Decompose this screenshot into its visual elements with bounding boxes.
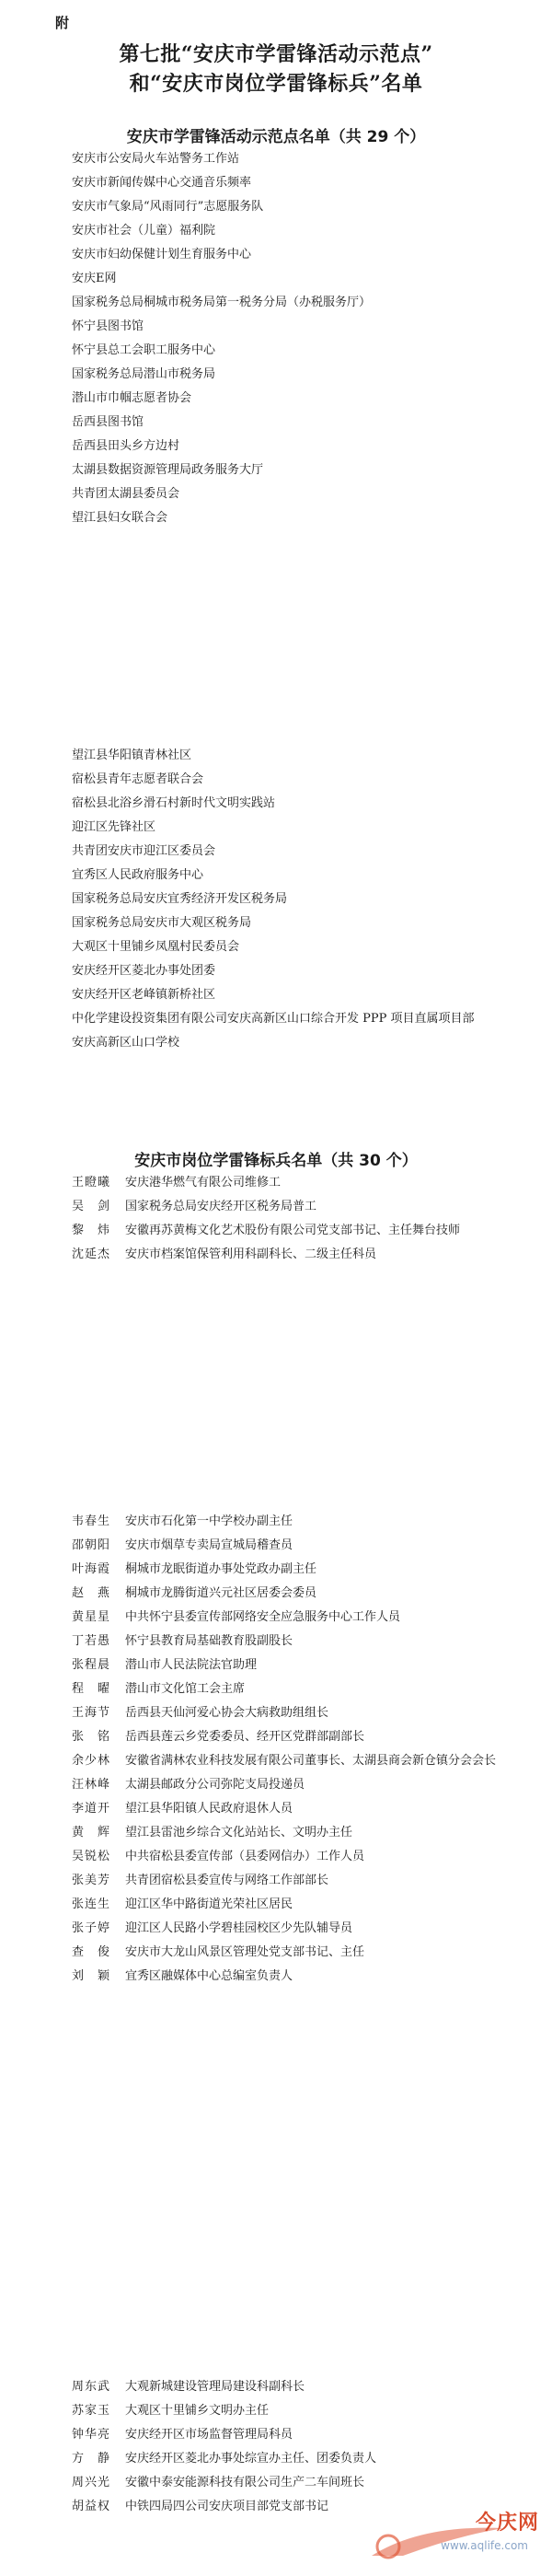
list-item: 安庆高新区山口学校 <box>72 1036 180 1050</box>
person-name: 黄星星 <box>72 1610 111 1624</box>
list-item: 怀宁县总工会职工服务中心 <box>72 343 216 357</box>
person-name: 周兴光 <box>72 2476 111 2489</box>
person-row <box>72 1243 504 1267</box>
person-row <box>72 1534 504 1558</box>
person-position: 望江县华阳镇人民政府退休人员 <box>125 1802 293 1816</box>
person-name: 余少林 <box>72 1754 111 1768</box>
list-item: 共青团安庆市迎江区委员会 <box>72 844 216 858</box>
list-item: 望江县华阳镇青林社区 <box>72 748 192 762</box>
person-name: 王瞪曦 <box>72 1176 111 1189</box>
person-name: 张子婷 <box>72 1921 111 1935</box>
list-item: 安庆经开区老峰镇新桥社区 <box>72 988 216 1002</box>
person-position: 安庆市大龙山风景区管理处党支部书记、主任 <box>125 1945 365 1959</box>
person-row <box>72 1797 504 1821</box>
list-item: 安庆市公安局火车站警务工作站 <box>72 152 240 166</box>
appendix-label: 附 <box>55 15 70 31</box>
person-row <box>72 1773 504 1797</box>
section-heading-model-workers: 安庆市岗位学雷锋标兵名单（共 30 个） <box>134 1152 418 1170</box>
person-row <box>72 1701 504 1725</box>
watermark-url: www.aqlife.com <box>441 2539 528 2552</box>
person-row <box>72 1821 504 1845</box>
model-worker-list-b <box>72 1510 504 1989</box>
person-row <box>72 1219 504 1243</box>
list-item: 潜山市巾帼志愿者协会 <box>72 391 192 405</box>
person-position: 潜山市人民法院法官助理 <box>125 1658 258 1672</box>
person-position: 安徽再苏黄梅文化艺术股份有限公司党支部书记、主任舞台技师 <box>125 1224 461 1237</box>
person-name: 方 静 <box>72 2452 111 2466</box>
person-name: 黎 炜 <box>72 1224 111 1237</box>
page-title-line-1: 第七批“安庆市学雷锋活动示范点” <box>119 42 433 66</box>
person-position: 安庆市石化第一中学校办副主任 <box>125 1514 293 1528</box>
person-name: 汪林峰 <box>72 1778 111 1792</box>
list-item: 国家税务总局潜山市税务局 <box>72 367 216 381</box>
person-position: 中共宿松县委宣传部（县委网信办）工作人员 <box>125 1850 365 1863</box>
person-name: 吴锐松 <box>72 1850 111 1863</box>
person-name: 丁若愚 <box>72 1634 111 1648</box>
list-item: 共青团太湖县委员会 <box>72 487 180 501</box>
watermark-brand: 今庆网 <box>475 2512 539 2535</box>
person-row <box>72 1630 504 1654</box>
person-position: 桐城市龙眠街道办事处党政办副主任 <box>125 1562 317 1576</box>
person-row <box>72 2399 504 2423</box>
list-item: 国家税务总局桐城市税务局第一税务分局（办税服务厅） <box>72 296 372 309</box>
person-row <box>72 1725 504 1749</box>
person-name: 叶海霞 <box>72 1562 111 1576</box>
person-position: 潜山市文化馆工会主席 <box>125 1682 246 1696</box>
person-position: 中共怀宁县委宣传部网络安全应急服务中心工作人员 <box>125 1610 401 1624</box>
person-position: 大观区十里铺乡文明办主任 <box>125 2404 270 2418</box>
model-worker-list-c <box>72 2375 504 2519</box>
person-row <box>72 1845 504 1869</box>
person-row <box>72 1869 504 1893</box>
list-item: 岳西县田头乡方边村 <box>72 439 180 453</box>
person-name: 胡益权 <box>72 2500 111 2513</box>
person-row <box>72 1654 504 1677</box>
person-row <box>72 1558 504 1582</box>
person-position: 宜秀区融媒体中心总编室负责人 <box>125 1969 293 1983</box>
person-position: 安徽中泰安能源科技有限公司生产二车间班长 <box>125 2476 365 2489</box>
person-position: 岳西县天仙河爱心协会大病救助组组长 <box>125 1706 329 1720</box>
list-item: 怀宁县图书馆 <box>72 319 144 333</box>
person-name: 查 俊 <box>72 1945 111 1959</box>
person-row <box>72 1749 504 1773</box>
list-item: 宿松县青年志愿者联合会 <box>72 772 204 786</box>
person-row <box>72 1606 504 1630</box>
person-row <box>72 1677 504 1701</box>
person-name: 苏家玉 <box>72 2404 111 2418</box>
person-name: 李道开 <box>72 1802 111 1816</box>
person-position: 太湖县邮政分公司弥陀支局投递员 <box>125 1778 305 1792</box>
person-row <box>72 1195 504 1219</box>
person-name: 赵 燕 <box>72 1586 111 1600</box>
demo-site-list-a <box>72 147 504 530</box>
list-item: 中化学建设投资集团有限公司安庆高新区山口综合开发 PPP 项目直属项目部 <box>72 1012 475 1026</box>
model-worker-list-a <box>72 1171 504 1267</box>
person-row <box>72 2447 504 2471</box>
person-name: 王海节 <box>72 1706 111 1720</box>
person-position: 国家税务总局安庆经开区税务局普工 <box>125 1200 317 1213</box>
list-item: 安庆市新闻传媒中心交通音乐频率 <box>72 176 252 190</box>
list-item: 安庆市妇幼保健计划生育服务中心 <box>72 248 252 261</box>
person-position: 安徽省满林农业科技发展有限公司董事长、太湖县商会新仓镇分会会长 <box>125 1754 497 1768</box>
list-item: 宜秀区人民政府服务中心 <box>72 868 204 882</box>
person-name: 周东武 <box>72 2380 111 2394</box>
person-row <box>72 1893 504 1917</box>
person-name: 张连生 <box>72 1897 111 1911</box>
person-name: 张程晨 <box>72 1658 111 1672</box>
person-position: 安庆经开区菱北办事处综宣办主任、团委负责人 <box>125 2452 377 2466</box>
person-position: 安庆市烟草专卖局宣城局稽查员 <box>125 1538 293 1552</box>
person-row <box>72 2471 504 2495</box>
list-item: 安庆市社会（儿童）福利院 <box>72 224 216 238</box>
person-position: 安庆市档案馆保管利用科副科长、二级主任科员 <box>125 1247 377 1261</box>
demo-site-list-b <box>72 744 504 1055</box>
list-item: 望江县妇女联合会 <box>72 511 168 525</box>
person-name: 钟华亮 <box>72 2428 111 2442</box>
person-position: 中铁四局四公司安庆项目部党支部书记 <box>125 2500 329 2513</box>
person-position: 岳西县莲云乡党委委员、经开区党群部副部长 <box>125 1730 365 1744</box>
person-position: 安庆港华燃气有限公司维修工 <box>125 1176 282 1189</box>
person-row <box>72 1941 504 1965</box>
person-name: 邵朝阳 <box>72 1538 111 1552</box>
person-name: 张美芳 <box>72 1874 111 1887</box>
person-row <box>72 2495 504 2519</box>
list-item: 岳西县图书馆 <box>72 415 144 429</box>
person-name: 沈延杰 <box>72 1247 111 1261</box>
person-position: 安庆经开区市场监督管理局科员 <box>125 2428 293 2442</box>
person-position: 迎江区人民路小学碧桂园校区少先队辅导员 <box>125 1921 353 1935</box>
person-row <box>72 1171 504 1195</box>
list-item: 迎江区先锋社区 <box>72 820 156 834</box>
list-item: 国家税务总局安庆市大观区税务局 <box>72 916 252 930</box>
person-row <box>72 2423 504 2447</box>
person-name: 程 曜 <box>72 1682 111 1696</box>
person-name: 吴 剑 <box>72 1200 111 1213</box>
list-item: 安庆E网 <box>72 272 117 285</box>
person-name: 黄 辉 <box>72 1826 111 1839</box>
person-row <box>72 2375 504 2399</box>
person-row <box>72 1965 504 1989</box>
person-position: 迎江区华中路街道光荣社区居民 <box>125 1897 293 1911</box>
person-position: 大观新城建设管理局建设科副科长 <box>125 2380 305 2394</box>
list-item: 宿松县北浴乡滑石村新时代文明实践站 <box>72 796 276 810</box>
person-name: 韦春生 <box>72 1514 111 1528</box>
person-position: 共青团宿松县委宣传与网络工作部部长 <box>125 1874 329 1887</box>
person-row <box>72 1510 504 1534</box>
list-item: 太湖县数据资源管理局政务服务大厅 <box>72 463 264 477</box>
list-item: 大观区十里铺乡凤凰村民委员会 <box>72 940 240 954</box>
person-position: 怀宁县教育局基础教育股副股长 <box>125 1634 293 1648</box>
list-item: 安庆经开区菱北办事处团委 <box>72 964 216 978</box>
person-name: 张 铭 <box>72 1730 111 1744</box>
page-title-line-2: 和“安庆市岗位学雷锋标兵”名单 <box>129 72 423 96</box>
person-row <box>72 1582 504 1606</box>
person-position: 望江县雷池乡综合文化站站长、文明办主任 <box>125 1826 353 1839</box>
person-row <box>72 1917 504 1941</box>
list-item: 国家税务总局安庆宜秀经济开发区税务局 <box>72 892 288 906</box>
person-position: 桐城市龙腾街道兴元社区居委会委员 <box>125 1586 317 1600</box>
list-item: 安庆市气象局“风雨同行”志愿服务队 <box>72 200 264 214</box>
section-heading-demo-sites: 安庆市学雷锋活动示范点名单（共 29 个） <box>126 128 426 146</box>
person-name: 刘 颖 <box>72 1969 111 1983</box>
